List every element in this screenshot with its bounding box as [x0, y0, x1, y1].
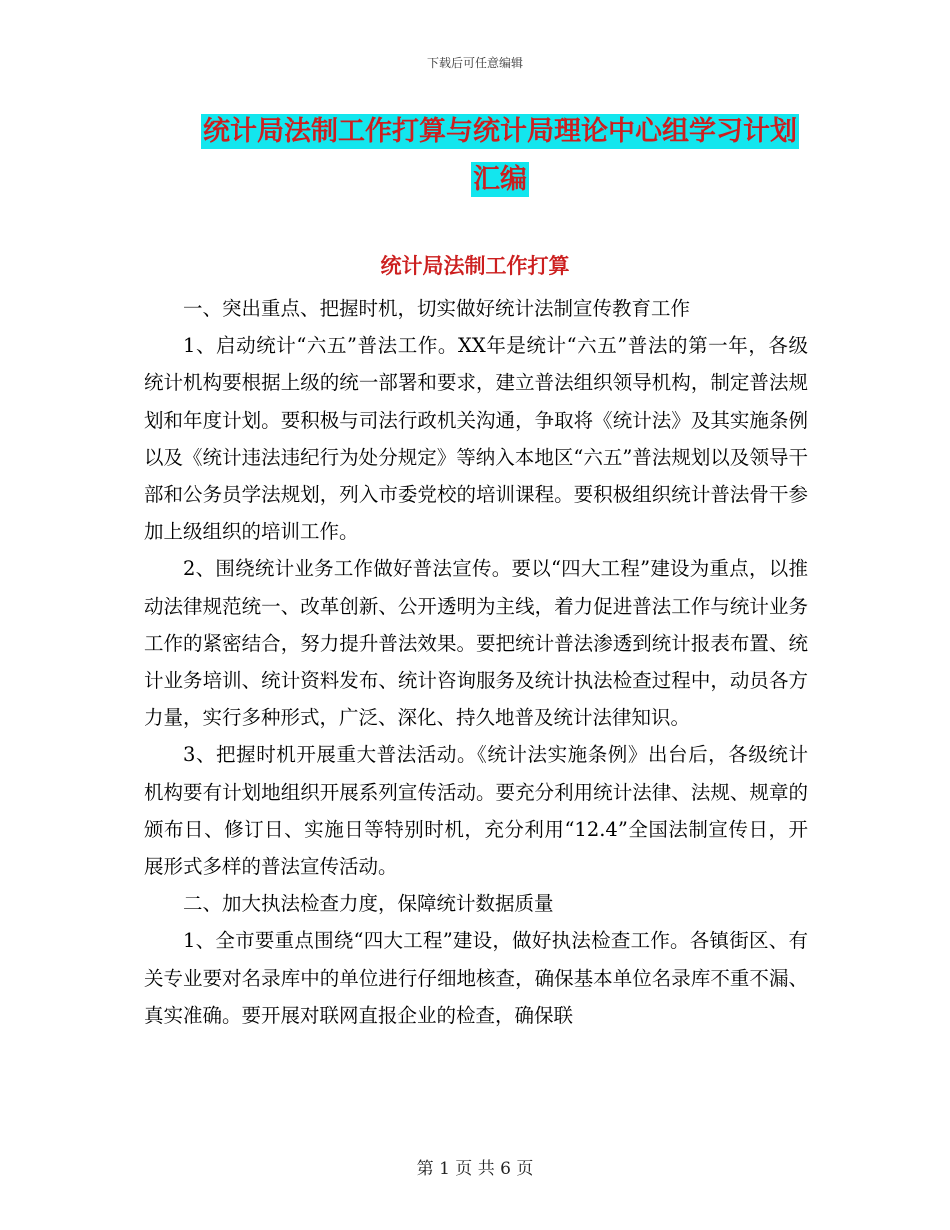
page-footer: 第 1 页 共 6 页 — [416, 1159, 534, 1179]
paragraph: 1、全市要重点围绕“四大工程”建设，做好执法检查工作。各镇街区、有关专业要对名录库中的单位进行仔细地核查，确保基本单位名录库不重不漏、真实准确。要开展对联网直报企业的检查，确保联 — [144, 929, 808, 1027]
document-body — [144, 290, 808, 1034]
paragraph: 1、启动统计“六五”普法工作。XX年是统计“六五”普法的第一年，各级统计机构要根据上级的统一部署和要求，建立普法组织领导机构，制定普法规划和年度计划。要积极与司法行政机关沟通，争取将《统计法》及其实施条例以及《统计违法违纪行为处分规定》等纳入本地区“六五”普法规划以及领导干部和公务员学法规划，列入市委党校的培训课程。要积极组织统计普法骨干参加上级组织的培训工作。 — [144, 334, 808, 544]
document-title — [190, 108, 810, 204]
document-title-text: 统计局法制工作打算与统计局理论中心组学习计划汇编 — [203, 116, 797, 195]
paragraph-heading-2: 二、加大执法检查力度，保障统计数据质量 — [183, 892, 554, 916]
paragraph: 2、围绕统计业务工作做好普法宣传。要以“四大工程”建设为重点，以推动法律规范统一、改革创新、公开透明为主线，着力促进普法工作与统计业务工作的紧密结合，努力提升普法效果。要把统计普法渗透到统计报表布置、统计业务培训、统计资料发布、统计咨询服务及统计执法检查过程中，动员各方力量，实行多种形式，广泛、深化、持久地普及统计法律知识。 — [144, 557, 808, 730]
paragraph-heading-1: 一、突出重点、把握时机，切实做好统计法制宣传教育工作 — [183, 297, 691, 320]
header-note: 下载后可任意编辑 — [426, 56, 523, 70]
paragraph: 3、把握时机开展重大普法活动。《统计法实施条例》出台后，各级统计机构要有计划地组织开展系列宣传活动。要充分利用统计法律、法规、规章的颁布日、修订日、实施日等特别时机，充分利用“12.4”全国法制宣传日，开展形式多样的普法宣传活动。 — [144, 743, 808, 879]
section-title: 统计局法制工作打算 — [380, 254, 570, 278]
